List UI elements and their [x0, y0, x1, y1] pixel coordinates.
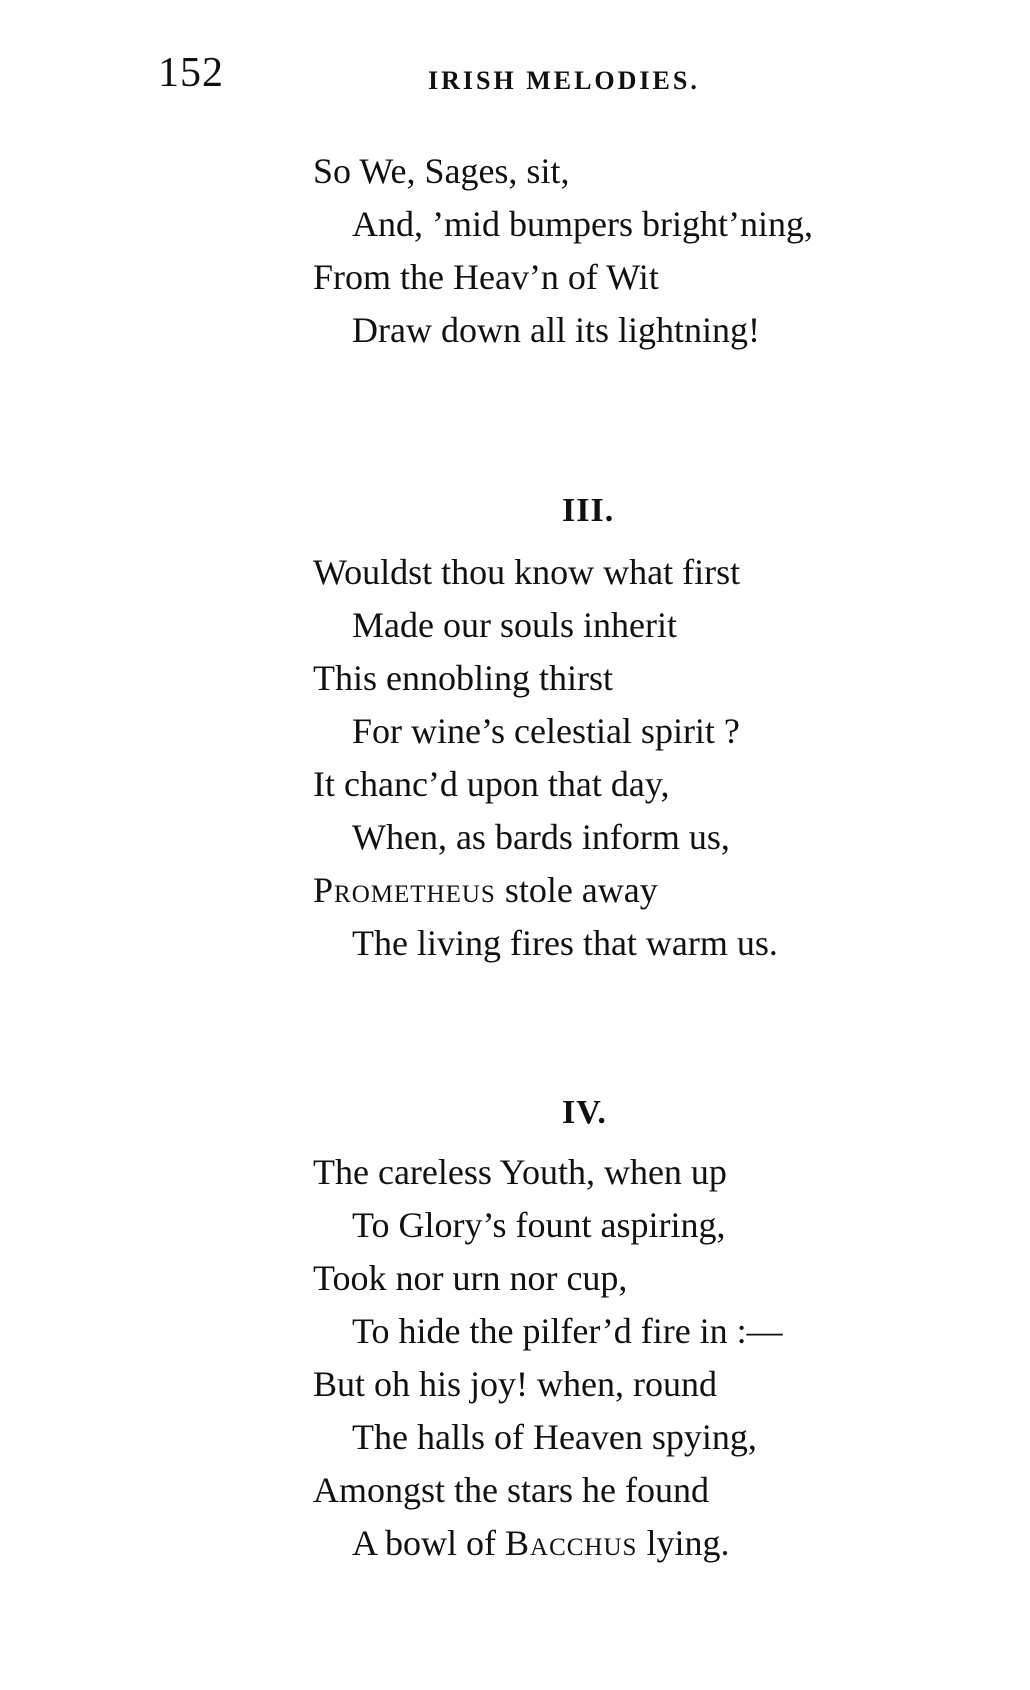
- page-number: 152: [158, 50, 224, 96]
- verse-line: From the Heav’n of Wit: [313, 257, 659, 297]
- verse-line: To hide the pilfer’d fire in :—: [352, 1311, 783, 1351]
- verse-line: The careless Youth, when up: [313, 1152, 727, 1192]
- verse-line: Took nor urn nor cup,: [313, 1258, 628, 1298]
- verse-line: It chanc’d upon that day,: [313, 764, 670, 804]
- verse-line: The living fires that warm us.: [352, 923, 778, 963]
- running-title: IRISH MELODIES.: [428, 66, 700, 95]
- verse-line: And, ’mid bumpers bright’ning,: [352, 204, 813, 244]
- verse-line-start: A bowl of: [352, 1523, 505, 1563]
- verse-line: But oh his joy! when, round: [313, 1364, 717, 1404]
- verse-line: [352, 1525, 729, 1561]
- name-prometheus: Prometheus: [313, 870, 496, 910]
- verse-line: Amongst the stars he found: [313, 1470, 709, 1510]
- verse-line: Wouldst thou know what first: [313, 552, 741, 592]
- name-bacchus: Bacchus: [505, 1523, 638, 1563]
- verse-line-rest: stole away: [495, 870, 658, 910]
- stanza-numeral: IV.: [562, 1094, 607, 1131]
- verse-line-rest: lying.: [637, 1523, 730, 1563]
- verse-line: This ennobling thirst: [313, 658, 613, 698]
- verse-line: Draw down all its lightning!: [352, 310, 760, 350]
- verse-line: To Glory’s fount aspiring,: [352, 1205, 726, 1245]
- verse-line: Made our souls inherit: [352, 605, 677, 645]
- verse-line: For wine’s celestial spirit ?: [352, 711, 740, 751]
- verse-line: So We, Sages, sit,: [313, 151, 570, 191]
- verse-line: The halls of Heaven spying,: [352, 1417, 757, 1457]
- verse-line: [313, 872, 658, 908]
- stanza-numeral: III.: [562, 492, 615, 529]
- verse-line: When, as bards inform us,: [352, 817, 730, 857]
